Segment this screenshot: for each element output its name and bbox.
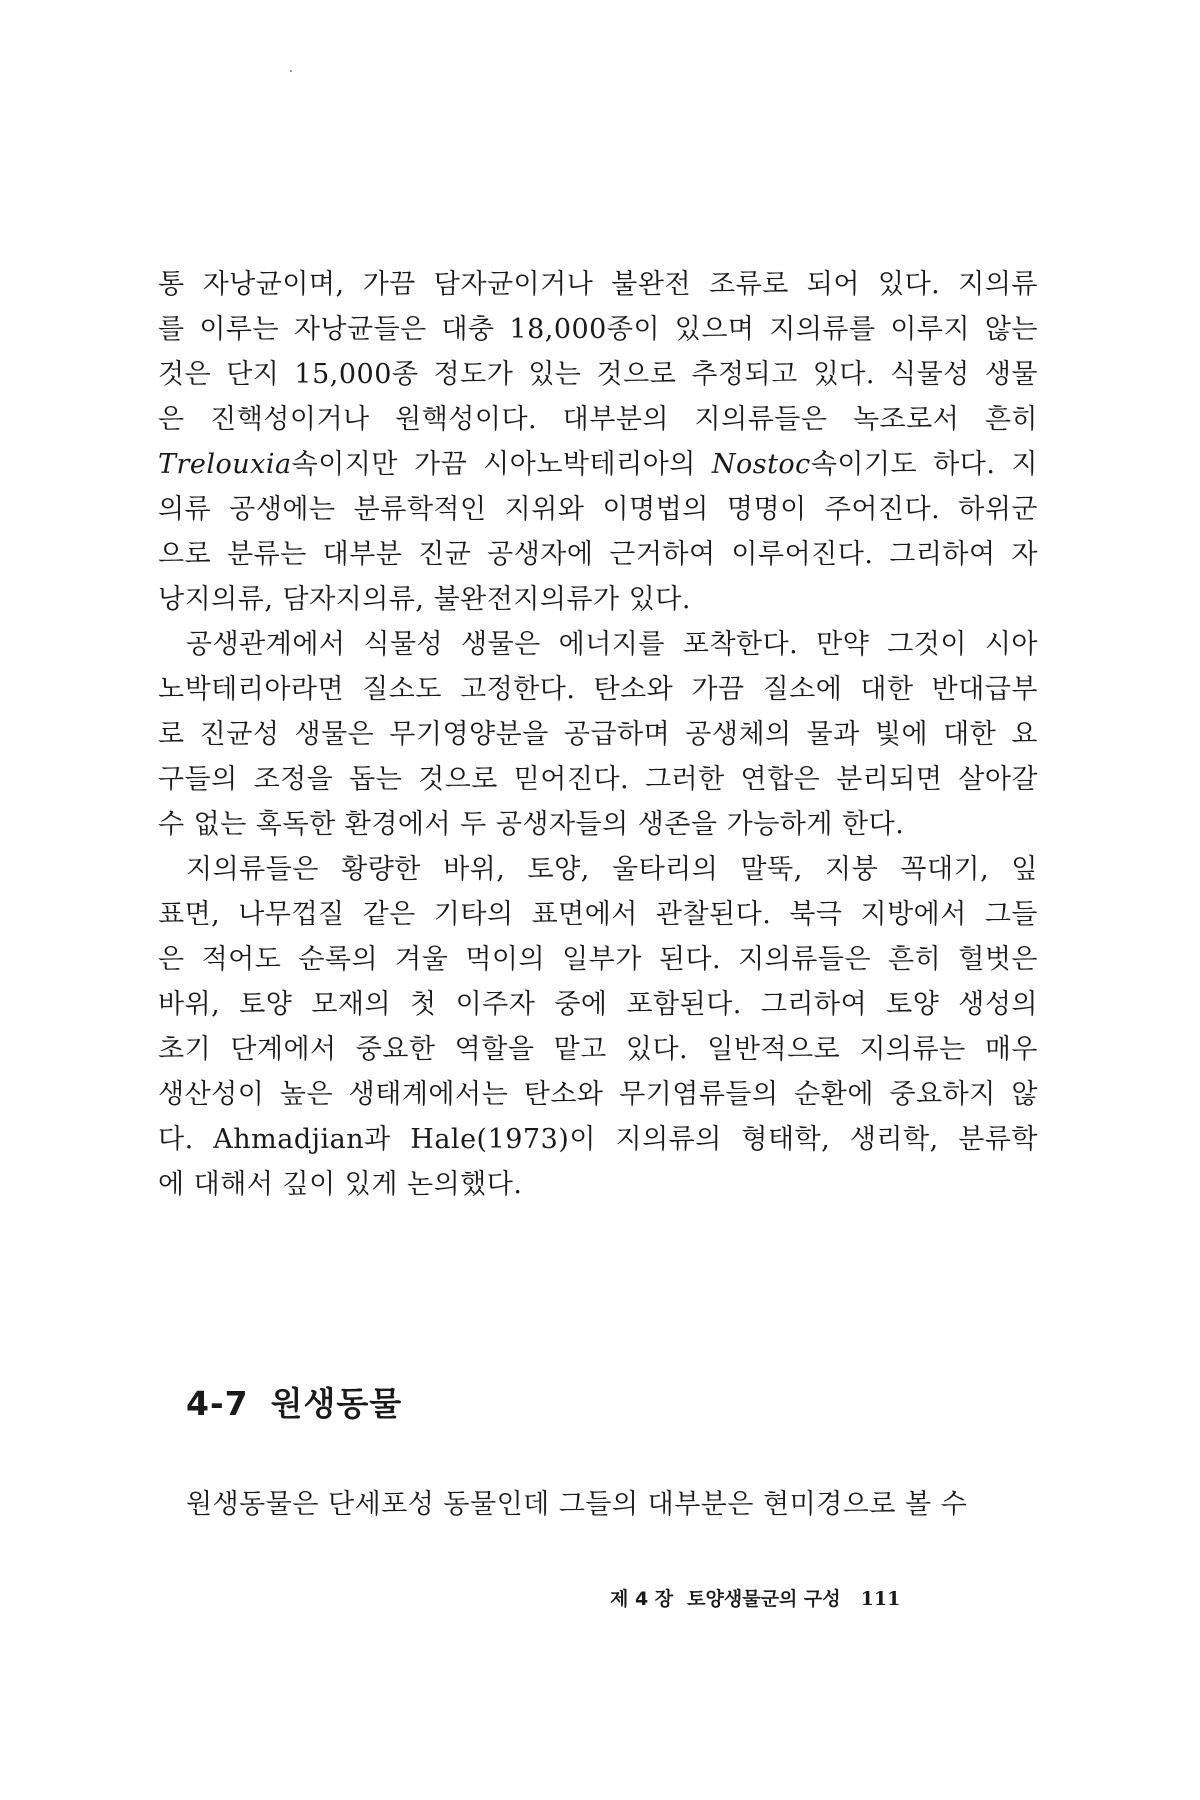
text-fragment: 속이지만 가끔 시아노박테리아의 [291, 449, 712, 480]
section-number: 4-7 [186, 1384, 249, 1423]
text-line: 지의류들은 황량한 바위, 토양, 울타리의 말뚝, 지붕 꼭대기, 잎 [186, 854, 1038, 885]
scan-speck [290, 70, 292, 72]
section-heading [186, 1378, 402, 1425]
paragraph-lichen-taxonomy [158, 262, 1038, 622]
text-line: 생산성이 높은 생태계에서는 탄소와 무기염류들의 순환에 중요하지 않 [158, 1079, 1038, 1110]
text-fragment: 속이기도 하다. 지 [810, 449, 1038, 480]
text-line: 노박테리아라면 질소도 고정한다. 탄소와 가끔 질소에 대한 반대급부 [158, 674, 1038, 705]
paragraph-symbiosis [158, 622, 1038, 847]
text-line: 바위, 토양 모재의 첫 이주자 중에 포함된다. 그리하여 토양 생성의 [158, 989, 1038, 1020]
text-line: 초기 단계에서 중요한 역할을 맡고 있다. 일반적으로 지의류는 매우 [158, 1034, 1038, 1065]
section-first-paragraph [186, 1482, 1038, 1527]
text-line: 통 자낭균이며, 가끔 담자균이거나 불완전 조류로 되어 있다. 지의류 [158, 269, 1038, 300]
body-text [158, 262, 1038, 1207]
footer-chapter-title: 토양생물군의 구성 [687, 1588, 841, 1610]
text-line: 으로 분류는 대부분 진균 공생자에 근거하여 이루어진다. 그리하여 자 [158, 539, 1038, 570]
text-line: 은 적어도 순록의 겨울 먹이의 일부가 된다. 지의류들은 흔히 헐벗은 [158, 944, 1038, 975]
page-footer [610, 1584, 1038, 1611]
text-line: 다. Ahmadjian과 Hale(1973)이 지의류의 형태학, 생리학, 분류학 [158, 1124, 1038, 1155]
genus-name-trelouxia: Trelouxia [158, 449, 292, 480]
text-line: 를 이루는 자낭균들은 대충 18,000종이 있으며 지의류를 이루지 않는 [158, 314, 1038, 345]
genus-name-nostoc: Nostoc [711, 449, 811, 480]
text-line: 것은 단지 15,000종 정도가 있는 것으로 추정되고 있다. 식물성 생물 [158, 359, 1038, 390]
text-line: 로 진균성 생물은 무기영양분을 공급하며 공생체의 물과 빛에 대한 요 [158, 719, 1038, 750]
text-line: 의류 공생에는 분류학적인 지위와 이명법의 명명이 주어진다. 하위군 [158, 494, 1038, 525]
text-line: 원생동물은 단세포성 동물인데 그들의 대부분은 현미경으로 볼 수 [186, 1489, 968, 1520]
section-title: 원생동물 [270, 1384, 403, 1423]
text-line: 에 대해서 깊이 있게 논의했다. [158, 1169, 523, 1200]
text-line: 낭지의류, 담자지의류, 불완전지의류가 있다. [158, 584, 691, 615]
page-number: 111 [860, 1588, 901, 1610]
text-line: 표면, 나무껍질 같은 기타의 표면에서 관찰된다. 북극 지방에서 그들 [158, 899, 1038, 930]
footer-chapter: 제 4 장 [610, 1588, 674, 1610]
text-line: 수 없는 혹독한 환경에서 두 공생자들의 생존을 가능하게 한다. [158, 809, 905, 840]
text-line: 은 진핵성이거나 원핵성이다. 대부분의 지의류들은 녹조로서 흔히 [158, 404, 1038, 435]
text-line: 공생관계에서 식물성 생물은 에너지를 포착한다. 만약 그것이 시아 [186, 629, 1038, 660]
paragraph-lichen-habitat [158, 847, 1038, 1207]
text-line: 구들의 조정을 돕는 것으로 믿어진다. 그러한 연합은 분리되면 살아갈 [158, 764, 1038, 795]
text-line-genus [158, 442, 1038, 487]
